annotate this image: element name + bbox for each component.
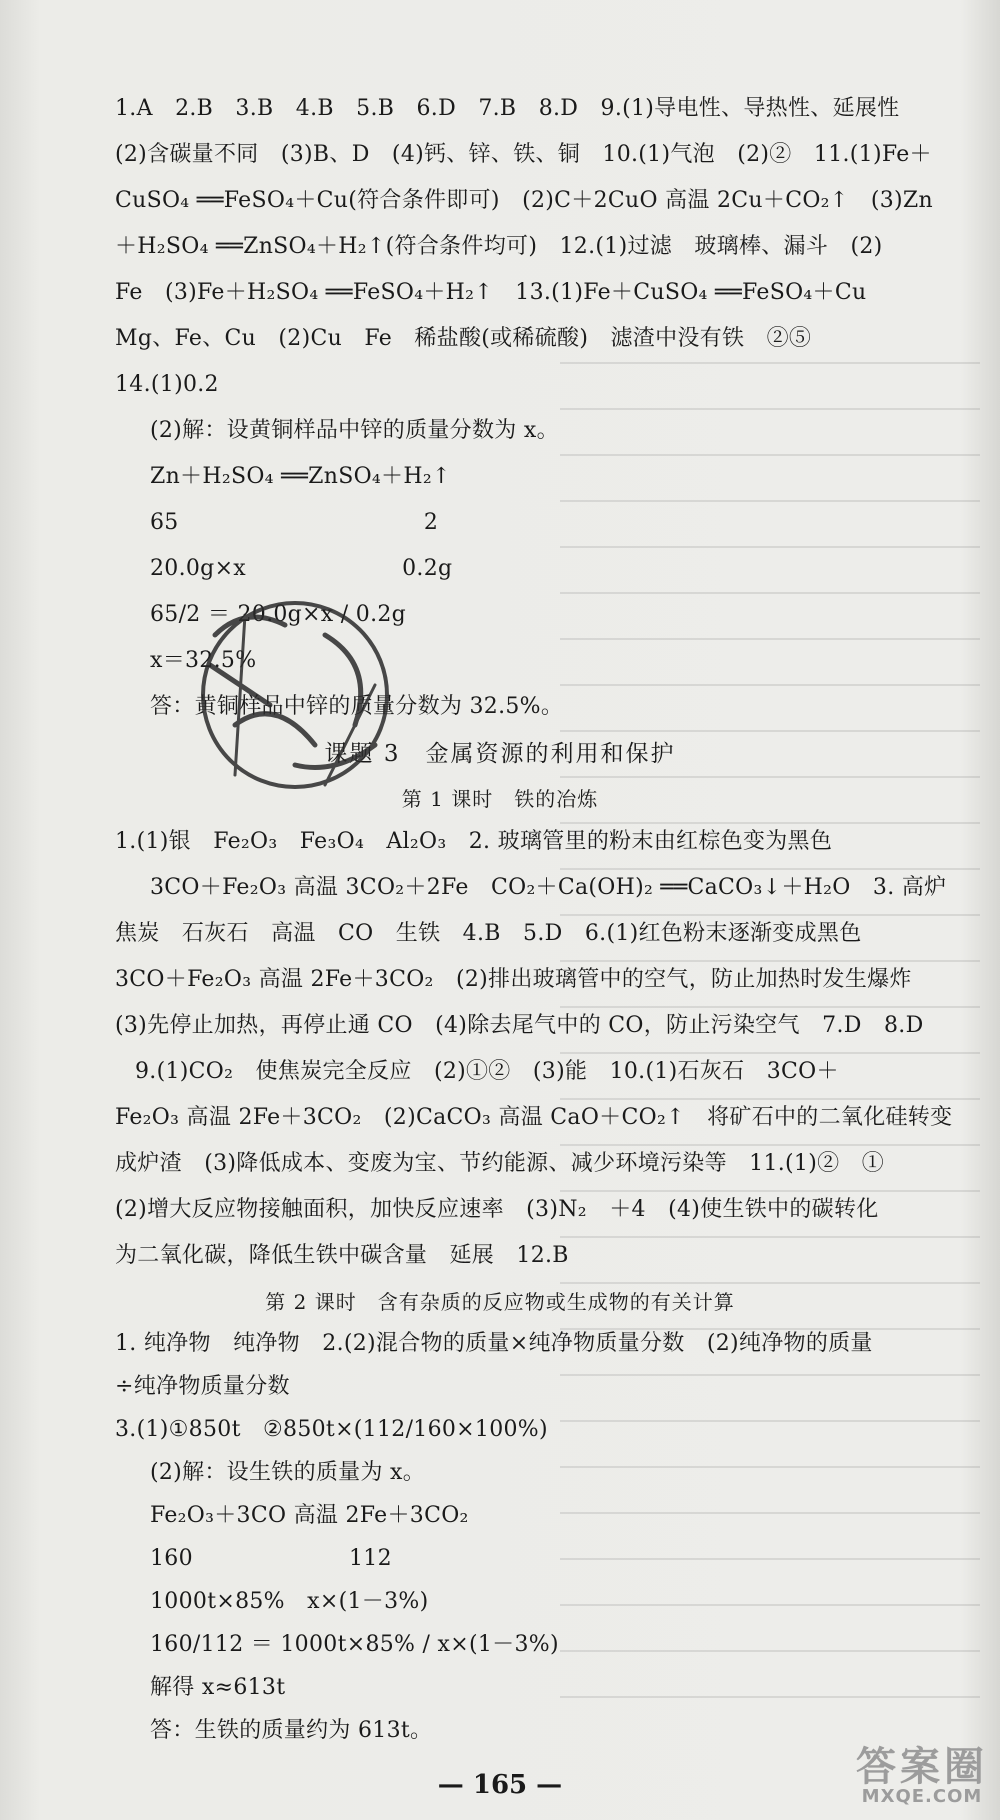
answer-line: 成炉渣 (3)降低成本、变废为宝、节约能源、减少环境污染等 11.(1)② ① (115, 1151, 885, 1176)
answer-line: 3CO＋Fe₂O₃ 高温 3CO₂＋2Fe CO₂＋Ca(OH)₂ ══CaCO₃↓＋H₂O 3. 高炉 (150, 875, 947, 900)
answer-line: 为二氧化碳，降低生铁中碳含量 延展 12.B (115, 1243, 569, 1268)
answer-line: (2)解：设黄铜样品中锌的质量分数为 x。 (150, 418, 559, 443)
watermark-top-text: 答案圈 (856, 1744, 988, 1790)
proportion-line: 160/112 ＝ 1000t×85% / x×(1－3%) (150, 1632, 559, 1657)
answer-line: 1.A 2.B 3.B 4.B 5.B 6.D 7.B 8.D 9.(1)导电性、导热性、延展性 (115, 96, 900, 121)
answer-line: ＋H₂SO₄ ══ZnSO₄＋H₂↑(符合条件均可) 12.(1)过滤 玻璃棒、漏斗 (2) (115, 234, 883, 259)
answer-line: 3.(1)①850t ②850t×(112/160×100%) (115, 1417, 548, 1442)
answer-line: CuSO₄ ══FeSO₄＋Cu(符合条件即可) (2)C＋2CuO 高温 2Cu＋CO₂↑ (3)Zn (115, 188, 933, 213)
lesson-title: 第 1 课时 铁的冶炼 (401, 787, 599, 811)
equation-line: Zn＋H₂SO₄ ══ZnSO₄＋H₂↑ (150, 464, 451, 489)
answer-line: (2)增大反应物接触面积，加快反应速率 (3)N₂ ＋4 (4)使生铁中的碳转化 (115, 1197, 879, 1222)
answer-line: 1.(1)银 Fe₂O₃ Fe₃O₄ Al₂O₃ 2. 玻璃管里的粉末由红棕色变为黑色 (115, 829, 833, 854)
answer-line: 3CO＋Fe₂O₃ 高温 2Fe＋3CO₂ (2)排出玻璃管中的空气，防止加热时发生爆炸 (115, 967, 912, 992)
answer-line: 焦炭 石灰石 高温 CO 生铁 4.B 5.D 6.(1)红色粉末逐渐变成黑色 (115, 921, 862, 946)
answer-line: Fe (3)Fe＋H₂SO₄ ══FeSO₄＋H₂↑ 13.(1)Fe＋CuSO₄ ══FeSO₄＋Cu (115, 280, 867, 305)
answer-line: ÷纯净物质量分数 (115, 1374, 290, 1399)
proportion-line: 65/2 ＝ 20.0g×x / 0.2g (150, 602, 407, 627)
answer-line: 1. 纯净物 纯净物 2.(2)混合物的质量×纯净物质量分数 (2)纯净物的质量 (115, 1331, 873, 1356)
answer-statement: 答：生铁的质量约为 613t。 (150, 1718, 433, 1743)
result-line: 解得 x≈613t (150, 1675, 286, 1700)
result-line: x＝32.5% (150, 648, 257, 673)
handwritten-stamp-icon (175, 575, 415, 815)
answer-line: 9.(1)CO₂ 使焦炭完全反应 (2)①② (3)能 10.(1)石灰石 3CO＋ (135, 1059, 839, 1084)
ratio-line: 1000t×85% x×(1－3%) (150, 1589, 429, 1614)
lesson-title: 第 2 课时 含有杂质的反应物或生成物的有关计算 (265, 1290, 735, 1314)
answer-line: 14.(1)0.2 (115, 372, 219, 397)
watermark-logo (856, 1744, 988, 1812)
answer-statement: 答：黄铜样品中锌的质量分数为 32.5%。 (150, 694, 564, 719)
ratio-line: 20.0g×x 0.2g (150, 556, 453, 581)
equation-line: Fe₂O₃＋3CO 高温 2Fe＋3CO₂ (150, 1503, 469, 1528)
answer-line: Fe₂O₃ 高温 2Fe＋3CO₂ (2)CaCO₃ 高温 CaO＋CO₂↑ 将矿石中的二氧化硅转变 (115, 1105, 953, 1130)
answer-line: (2)含碳量不同 (3)B、D (4)钙、锌、铁、铜 10.(1)气泡 (2)② 11.(1)Fe＋ (115, 142, 932, 167)
answer-line: Mg、Fe、Cu (2)Cu Fe 稀盐酸(或稀硫酸) 滤渣中没有铁 ②⑤ (115, 326, 812, 351)
ratio-line: 65 2 (150, 510, 439, 535)
watermark-bottom-text: MXQE.COM (861, 1786, 983, 1807)
ratio-line: 160 112 (150, 1546, 392, 1571)
page-number: — 165 — (437, 1770, 563, 1800)
section-title: 课题 3 金属资源的利用和保护 (324, 741, 676, 767)
answer-line: (3)先停止加热，再停止通 CO (4)除去尾气中的 CO，防止污染空气 7.D 8.D (115, 1013, 924, 1038)
answer-line: (2)解：设生铁的质量为 x。 (150, 1460, 426, 1485)
